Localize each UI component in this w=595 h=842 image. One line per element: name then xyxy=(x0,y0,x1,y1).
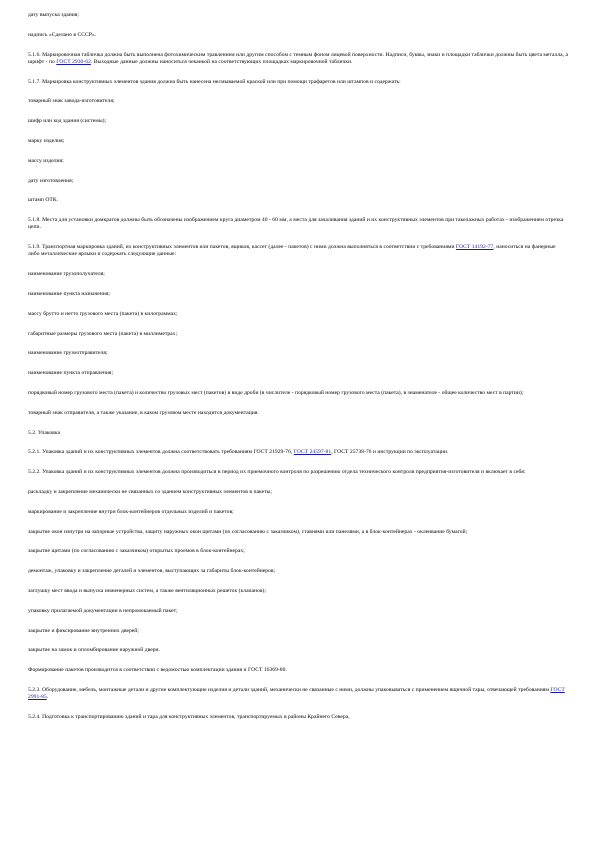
document-paragraph xyxy=(28,52,568,66)
paragraph-text: массу изделия; xyxy=(28,157,64,164)
paragraph-text: 5.1.9. Транспортная маркировка зданий, их конструктивных элементов или пакетов, ящиков, кассет (далее - пакетов) с ними должна выполняться в соответствии с требованиями xyxy=(28,244,456,251)
document-paragraph xyxy=(28,12,568,19)
document-paragraph xyxy=(28,217,568,231)
document-paragraph xyxy=(28,390,568,397)
document-paragraph xyxy=(28,79,568,86)
paragraph-text: 5.2.1. Упаковка зданий и их конструктивных элементов должна соответствовать требованиям ГОСТ 21929-76, xyxy=(28,449,294,456)
paragraph-text: порядковый номер грузового места (пакета) и количество грузовых мест (пакетов) в виде дроби (в числителе - порядковый номер грузового места (пакета), в знаменателе - общее количество мест в партии); xyxy=(28,389,524,396)
paragraph-text: 5.2.3. Оборудование, мебель, монтажные детали и другие комплектующие изделия и детали зданий, механически не связанные с ними, должны упаковываться с применением ящичной тары, отвечающей требованиям xyxy=(28,686,551,693)
paragraph-text: демонтаж, упаковку и закрепление деталей и элементов, выступающих за габариты блок-контейнеров; xyxy=(28,568,276,575)
paragraph-text: габаритные размеры грузового места (пакета) в миллиметрах; xyxy=(28,330,178,337)
document-paragraph xyxy=(28,430,568,437)
document-paragraph xyxy=(28,350,568,357)
document-paragraph xyxy=(28,197,568,204)
document-page xyxy=(28,12,568,734)
gost-reference-link[interactable]: ГОСТ 2991-85 xyxy=(28,686,565,701)
document-paragraph xyxy=(28,628,568,635)
document-paragraph xyxy=(28,647,568,654)
paragraph-text: 5.1.7. Маркировка конструктивных элементов здания должна быть нанесена несмываемой краской или при помощи трафаретов или штампов и содержать: xyxy=(28,78,401,85)
document-paragraph xyxy=(28,410,568,417)
paragraph-text: дату изготовления; xyxy=(28,177,74,184)
paragraph-text: закрытие и фиксирование внутренних дверей; xyxy=(28,627,139,634)
paragraph-text: надпись «Сделано в СССР». xyxy=(28,31,97,38)
paragraph-text: штамп ОТК. xyxy=(28,197,59,204)
paragraph-text: . xyxy=(46,694,49,701)
paragraph-text: заглушку мест ввода и выпуска инженерных систем, а также вентиляционных решеток (клапанов); xyxy=(28,587,266,594)
document-paragraph xyxy=(28,608,568,615)
document-paragraph xyxy=(28,291,568,298)
paragraph-text: раскладку и закрепление механически не связанных со зданием конструктивных элементов в пакеты; xyxy=(28,488,272,495)
paragraph-text: наименование грузополучателя; xyxy=(28,271,105,278)
paragraph-text: закрытие щитами (по согласованию с заказчиком) открытых проемов в блок-контейнерах; xyxy=(28,548,245,555)
paragraph-text: маркирование и закрепление внутри блок-контейнеров отдельных изделий и пакетов; xyxy=(28,508,234,515)
document-paragraph xyxy=(28,529,568,536)
document-paragraph xyxy=(28,667,568,674)
paragraph-text: марку изделия; xyxy=(28,137,65,144)
paragraph-text: наименование пункта отправления; xyxy=(28,370,114,377)
paragraph-text: товарный знак завода-изготовителя; xyxy=(28,98,115,105)
paragraph-text: наименование грузоотправителя; xyxy=(28,350,108,357)
document-paragraph xyxy=(28,178,568,185)
paragraph-text: 5.1.8. Места для установки домкратов должны быть обозначены изображением круга диаметром 40 - 60 мм, а места для зачаливания зданий и их конструктивных элементов при такелажных работах - изображением отрезка цепи. xyxy=(28,217,564,231)
document-paragraph xyxy=(28,158,568,165)
document-paragraph xyxy=(28,271,568,278)
document-paragraph xyxy=(28,509,568,516)
document-paragraph xyxy=(28,548,568,555)
paragraph-text: упаковку прилагаемой документации в непромокаемый пакет; xyxy=(28,607,178,614)
document-paragraph xyxy=(28,370,568,377)
paragraph-text: наименование пункта назначения; xyxy=(28,290,110,297)
paragraph-text: дату выпуска здания; xyxy=(28,12,79,18)
paragraph-text: шифр или код здания (системы); xyxy=(28,118,107,125)
document-paragraph xyxy=(28,568,568,575)
paragraph-text: . Выходные данные должны наноситься чеканкой на соответствующих площадках маркировочной таблички. xyxy=(90,58,353,65)
paragraph-text: 5.2.4. Подготовка к транспортированию зданий и тара для конструктивных элементов, транспортируемых в районы Крайнего Севера, xyxy=(28,713,350,720)
document-paragraph xyxy=(28,714,568,721)
document-paragraph xyxy=(28,331,568,338)
document-paragraph xyxy=(28,138,568,145)
paragraph-text: , ГОСТ 25738-76 и инструкции по эксплуатации. xyxy=(331,449,449,456)
document-paragraph xyxy=(28,98,568,105)
paragraph-text: массу брутто и нетто грузового места (пакета) в килограммах; xyxy=(28,310,178,317)
document-paragraph xyxy=(28,469,568,476)
document-paragraph xyxy=(28,118,568,125)
document-paragraph xyxy=(28,244,568,258)
gost-reference-link[interactable]: ГОСТ 2930-62 xyxy=(56,58,91,65)
paragraph-text: 5.2. Упаковка xyxy=(28,429,60,436)
document-paragraph xyxy=(28,449,568,456)
paragraph-text: закрытие на замок и опломбирование наружной двери. xyxy=(28,647,160,654)
paragraph-text: 5.2.2. Упаковка зданий и их конструктивных элементов должна производиться в период их приемочного контроля по разрешению отдела технического контроля предприятия-изготовителя и включает в себя: xyxy=(28,469,526,476)
paragraph-text: закрытие окон изнутри на запорные устройства, защиту наружных окон щитами (по согласованию с заказчиком), ставнями или панелями, а в блок-контейнерах - оклеивание бумагой; xyxy=(28,528,468,535)
gost-reference-link[interactable]: ГОСТ 24597-81 xyxy=(293,449,332,456)
document-paragraph xyxy=(28,588,568,595)
paragraph-text: Формирование пакетов производится в соответствии с ведомостью комплектации здания и ГОСТ 16369-80. xyxy=(28,667,287,674)
paragraph-text: 5.1.6. Маркировочная табличка должна быть выполнена фотохимическим травлением или другим способом с темным фоном лицевой поверхности. Надписи, буквы, знаки и площадки таблички должны быть цвета металла, а шрифт - по xyxy=(28,51,568,65)
document-paragraph xyxy=(28,489,568,496)
paragraph-text: , наноситься на фанерные либо металлические ярлыки и содержать следующие данные: xyxy=(28,244,556,258)
document-paragraph xyxy=(28,311,568,318)
paragraph-text: товарный знак отправителя, а также указание, в каком грузовом месте находится документация. xyxy=(28,409,259,416)
document-paragraph xyxy=(28,687,568,701)
document-paragraph xyxy=(28,32,568,39)
gost-reference-link[interactable]: ГОСТ 14192-77 xyxy=(455,244,494,251)
